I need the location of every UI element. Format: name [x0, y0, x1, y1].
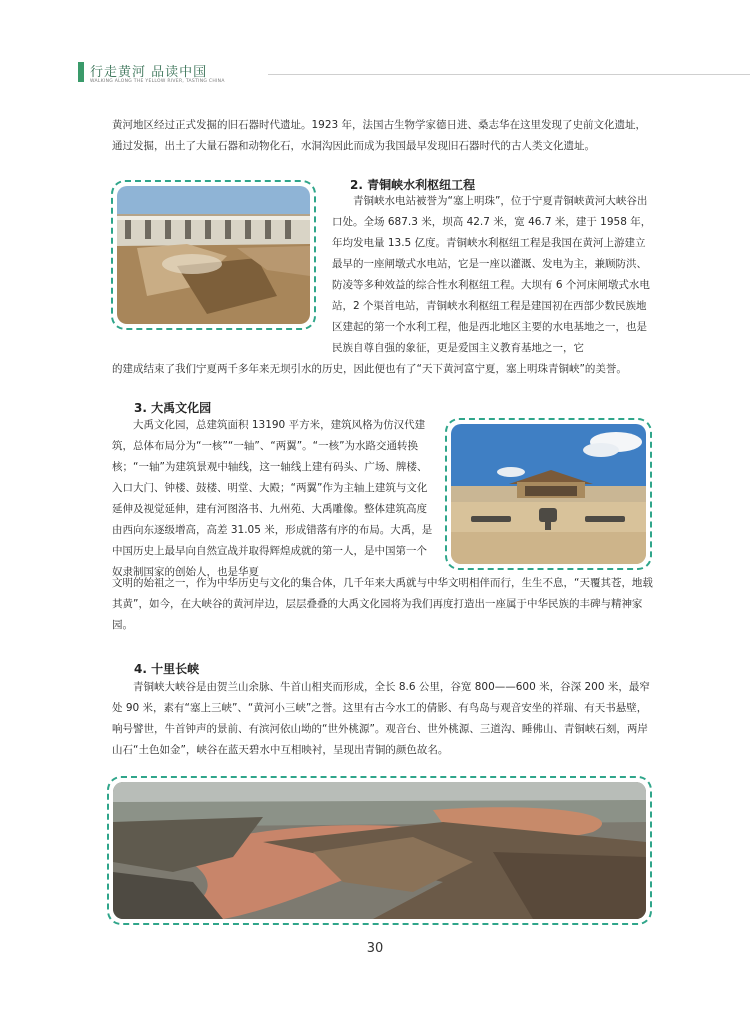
page-number: 30: [366, 941, 384, 956]
running-header: [78, 58, 728, 88]
section-3-heading: 3. 大禹文化园: [134, 401, 212, 415]
dam-photo: [111, 180, 316, 330]
temple-photo: [445, 418, 652, 570]
section-3-paragraph-end: 文明的始祖之一，作为中华历史与文化的集合体，几千年来大禹就与中华文明相伴而行，生生不息，“天覆其苍，地载其黄”，如今，在大峡谷的黄河岸边，层层叠叠的大禹文化园将为我们再度打造出一座属于中华民族的丰碑与精神家园。: [112, 577, 653, 631]
header-rule: [268, 74, 750, 75]
section-4-paragraph: 青铜峡大峡谷是由贺兰山余脉、牛首山相夹而形成，全长 8.6 公里，谷宽 800——600 米，谷深 200 米，最窄处 90 米，素有“塞上三峡”、“黄河小三峡”之誉。这里有古今水工的倩影、有鸟岛与观音安坐的祥瑞、有天书悬壁，响号譬世，牛首钟声的景前、有滨河依山坳的“世外桃源”。观音台、世外桃源、三道沟、睡佛山、青铜峡石刻，两岸山石“土色如金”，峡谷在蓝天碧水中互相映衬，呈现出青铜的颜色故名。: [112, 681, 650, 756]
section-2-paragraph-end: 的建成结束了我们宁夏两千多年来无坝引水的历史，因此便也有了“天下黄河富宁夏，塞上明珠青铜峡”的美誉。: [112, 363, 627, 375]
intro-paragraph: 黄河地区经过正式发掘的旧石器时代遗址。1923 年，法国古生物学家德日进、桑志华在这里发现了史前文化遗址，通过发掘，出土了大量石器和动物化石，水洞沟因此而成为我国最早发现旧石器时代的古人类文化遗址。: [112, 119, 647, 152]
section-3-paragraph: 大禹文化园，总建筑面积 13190 平方米，建筑风格为仿汉代建筑，总体布局分为“一核”“一轴”、“两翼”。“一核”为水路交通转换核；“一轴”为建筑景观中轴线，这一轴线上建有码头、广场、牌楼、入口大门、钟楼、鼓楼、明堂、大殿；“两翼”作为主轴上建筑与文化延伸及视觉延伸，建有河图洛书、九州苑、大禹雕像。整体建筑高度由西向东逐级增高，高差 31.05 米，形成错落有序的布局。大禹，是中国历史上最早向自然宣战并取得辉煌成就的第一人，是中国第一个奴隶制国家的创始人，也是华夏: [112, 419, 433, 578]
header-subtitle: WALKING ALONG THE YELLOW RIVER, TASTING CHINA: [90, 79, 225, 84]
section-2-paragraph: 青铜峡水电站被誉为“塞上明珠”，位于宁夏青铜峡黄河大峡谷出口处。全场 687.3 米，坝高 42.7 米，宽 46.7 米，建于 1958 年，年均发电量 13.5 亿度。青铜峡水利枢纽工程是我国在黄河上游建立最早的一座闸墩式水电站，它是一座以灌溉、发电为主，兼顾防洪、防凌等多种效益的综合性水利枢纽工程。大坝有 6 个河床闸墩式水电站，2 个渠首电站，青铜峡水利枢纽工程是建国初在西部少数民族地区建起的第一个水利工程，他是西北地区主要的水电基地之一，也是民族自尊自强的象征，更是爱国主义教育基地之一，它: [332, 195, 652, 354]
temple-illustration: [451, 424, 646, 564]
dam-illustration: [117, 186, 310, 324]
canyon-illustration: [113, 782, 646, 919]
header-accent-bar: [78, 62, 84, 82]
section-4-heading: 4. 十里长峡: [134, 662, 200, 676]
header-title: 行走黄河 品读中国: [90, 65, 208, 80]
canyon-photo: [107, 776, 652, 925]
section-2-heading: 2. 青铜峡水利枢纽工程: [350, 178, 476, 192]
